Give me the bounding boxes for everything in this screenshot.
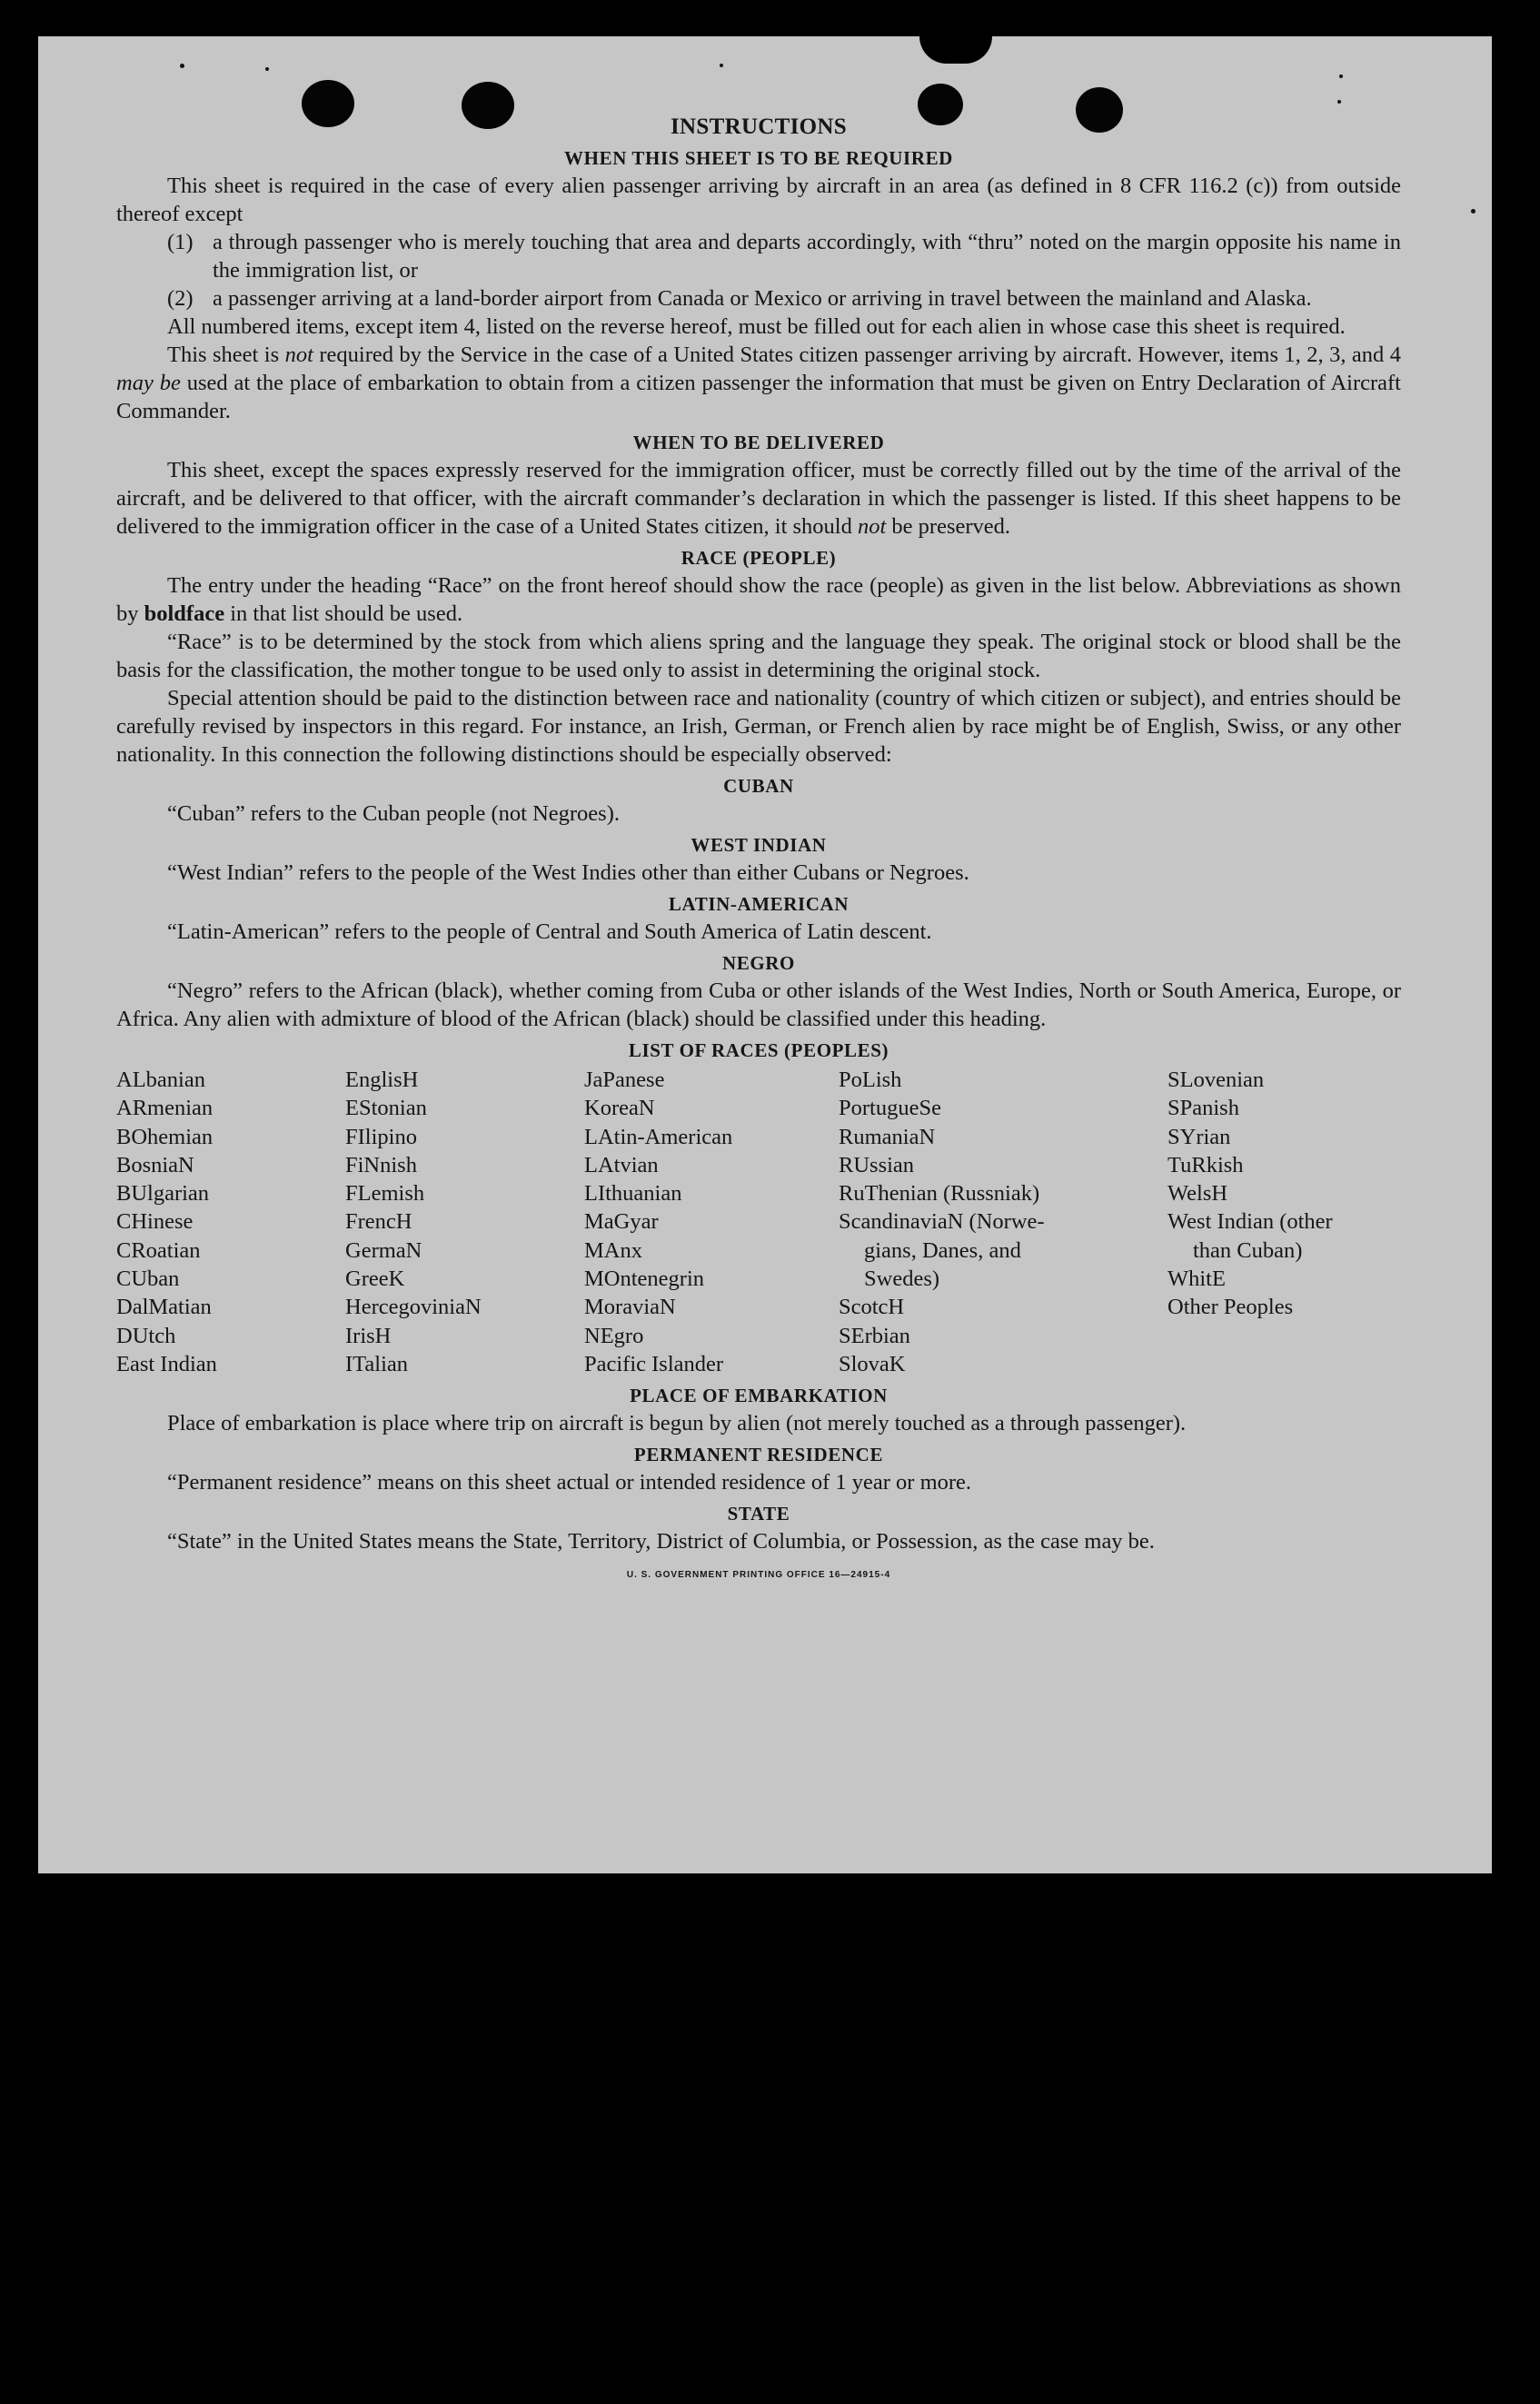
race-list: [116, 1066, 1401, 1378]
document-sheet: [38, 36, 1492, 1873]
embarkation-text: Place of embarkation is place where trip on aircraft is begun by alien (not merely touched as a through passenger).: [167, 1411, 1187, 1436]
race-column-4: [839, 1066, 1167, 1378]
race-entry: West Indian (other: [1167, 1209, 1333, 1235]
race-entry: WhitE: [1167, 1267, 1226, 1292]
instructions-content: [116, 113, 1401, 1589]
race-entry-continued: than Cuban): [1193, 1237, 1303, 1263]
race-paragraph-1: [116, 571, 1401, 628]
race-entry: FrencH: [345, 1209, 412, 1235]
race-entry: ScotcH: [839, 1295, 905, 1320]
race-entry: LIthuanian: [584, 1181, 682, 1207]
race-entry: RuThenian (Russniak): [839, 1181, 1040, 1207]
race-entry: TuRkish: [1167, 1152, 1244, 1177]
race-entry: JaPanese: [584, 1068, 665, 1092]
printing-office-imprint: U. S. GOVERNMENT PRINTING OFFICE 16—24915-4: [626, 1570, 891, 1581]
text-run: used at the place of embarkation to obtain from a citizen passenger the information that must be given on Entry Declaration of Aircraft Commander.: [116, 371, 1401, 423]
race-entry: ITalian: [345, 1351, 409, 1376]
race-entry: Other Peoples: [1167, 1295, 1294, 1320]
race-entry: NEgro: [584, 1323, 644, 1348]
heading-permanent-residence: PERMANENT RESIDENCE: [633, 1444, 884, 1466]
race-entry: SPanish: [1167, 1096, 1239, 1121]
latin-american-text: “Latin-American” refers to the people of Central and South America of Latin descent.: [167, 919, 932, 944]
emphasis: not: [284, 343, 313, 367]
race-entry: BUlgarian: [116, 1181, 210, 1207]
race-entry: HercegoviniaN: [345, 1295, 482, 1320]
item-text: a through passenger who is merely touching that area and departs accordingly, with “thru” noted on the margin opposite his name in the immigration list, or: [213, 230, 1401, 283]
race-entry: PoLish: [839, 1068, 902, 1092]
race-entry: DUtch: [116, 1323, 176, 1348]
race-entry: DalMatian: [116, 1295, 212, 1320]
emphasis: may be: [116, 371, 181, 395]
speck: [1339, 75, 1343, 78]
heading-race: RACE (PEOPLE): [681, 547, 837, 569]
race-entry: SYrian: [1167, 1124, 1231, 1149]
citizen-paragraph: [116, 341, 1401, 425]
text-run: in that list should be used.: [224, 601, 463, 626]
race-paragraph-2: “Race” is to be determined by the stock from which aliens spring and the language they speak. The original stock or blood shall be the basis for the classification, the mother tongue to be used only to assist in determining the original stock.: [116, 630, 1401, 682]
race-entry: ScandinaviaN (Norwe-: [839, 1209, 1045, 1235]
item-text: a passenger arriving at a land-border airport from Canada or Mexico or arriving in travel between the mainland and Alaska.: [213, 286, 1312, 311]
heading-when-delivered: WHEN TO BE DELIVERED: [632, 432, 885, 453]
heading-when-required: WHEN THIS SHEET IS TO BE REQUIRED: [564, 147, 953, 169]
heading-list-of-races: LIST OF RACES (PEOPLES): [628, 1039, 889, 1061]
exception-item-1: [167, 228, 1401, 284]
speck: [265, 67, 269, 71]
race-entry: MoraviaN: [584, 1295, 676, 1320]
speck: [180, 64, 184, 68]
exception-item-2: [167, 284, 1401, 313]
speck: [1471, 209, 1475, 214]
race-entry: FLemish: [345, 1181, 425, 1207]
race-column-1: [116, 1066, 345, 1378]
page-title: INSTRUCTIONS: [671, 114, 847, 139]
race-column-3: [584, 1066, 839, 1378]
race-entry: Pacific Islander: [584, 1351, 724, 1376]
race-entry: BOhemian: [116, 1124, 214, 1149]
race-paragraph-3: Special attention should be paid to the distinction between race and nationality (country of which citizen or subject), and entries should be carefully revised by inspectors in this regard. For instance, an Irish, German, or French alien by race might be of English, Swiss, or any other nationality. In this connection the following distinctions should be especially observed:: [116, 686, 1401, 767]
race-entry: BosniaN: [116, 1152, 194, 1177]
text-run: This sheet is: [167, 343, 285, 367]
race-entry: FIlipino: [345, 1124, 417, 1149]
race-entry: MaGyar: [584, 1209, 659, 1235]
race-entry: PortugueSe: [839, 1096, 941, 1121]
heading-state: STATE: [727, 1503, 790, 1525]
heading-cuban: CUBAN: [723, 775, 794, 797]
required-intro: This sheet is required in the case of every alien passenger arriving by aircraft in an area (as defined in 8 CFR 116.2 (c)) from outside thereof except: [116, 174, 1401, 226]
item-number: (2): [167, 286, 194, 311]
race-entry: ALbanian: [116, 1068, 205, 1092]
delivery-paragraph: [116, 456, 1401, 541]
residence-text: “Permanent residence” means on this sheet actual or intended residence of 1 year or more.: [167, 1470, 972, 1495]
text-run: This sheet, except the spaces expressly reserved for the immigration officer, must be correctly filled out by the time of the arrival of the aircraft, and be delivered to that officer, with the aircraft commander’s declaration in which the passenger is listed. If this sheet happens to be delivered to the immigration officer in the case of a United States citizen, it should: [116, 458, 1401, 539]
heading-embarkation: PLACE OF EMBARKATION: [630, 1385, 888, 1407]
state-text: “State” in the United States means the State, Territory, District of Columbia, or Possession, as the case may be.: [167, 1529, 1155, 1555]
heading-latin-american: LATIN-AMERICAN: [668, 893, 849, 915]
race-entry: MOntenegrin: [584, 1267, 704, 1292]
heading-west-indian: WEST INDIAN: [691, 834, 827, 856]
race-entry: ARmenian: [116, 1096, 214, 1121]
punch-tab: [919, 36, 992, 64]
race-entry: CRoatian: [116, 1237, 201, 1263]
speck: [1337, 100, 1341, 104]
text-run: be preserved.: [886, 514, 1011, 539]
race-entry: WelsH: [1167, 1181, 1228, 1207]
bold-word: boldface: [144, 601, 225, 626]
race-column-5: [1167, 1066, 1401, 1378]
race-entry: SlovaK: [839, 1351, 906, 1376]
race-entry: EnglisH: [345, 1068, 419, 1092]
speck: [720, 64, 723, 67]
race-entry-continued: gians, Danes, and: [864, 1237, 1021, 1263]
numbered-items-paragraph: All numbered items, except item 4, listed on the reverse hereof, must be filled out for each alien in whose case this sheet is required.: [167, 314, 1346, 339]
text-run: The entry under the heading “Race” on the front hereof should show the race (people) as given in the list below. Abbreviations as shown by: [116, 573, 1401, 626]
race-entry: GermaN: [345, 1237, 422, 1263]
west-indian-text: “West Indian” refers to the people of the West Indies other than either Cubans or Negroes.: [167, 860, 969, 885]
race-entry: East Indian: [116, 1351, 217, 1376]
race-entry: EStonian: [345, 1096, 427, 1121]
race-entry: GreeK: [345, 1267, 405, 1292]
race-entry: MAnx: [584, 1237, 642, 1263]
text-run: required by the Service in the case of a United States citizen passenger arriving by aircraft. However, items 1, 2, 3, and 4: [313, 343, 1401, 367]
race-entry: IrisH: [345, 1323, 392, 1348]
race-entry-continued: Swedes): [864, 1267, 940, 1292]
race-column-2: [345, 1066, 584, 1378]
item-number: (1): [167, 230, 194, 254]
race-entry: RUssian: [839, 1152, 915, 1177]
race-entry: CUban: [116, 1267, 180, 1292]
heading-negro: NEGRO: [721, 952, 795, 974]
race-entry: KoreaN: [584, 1096, 655, 1121]
race-entry: SLovenian: [1167, 1068, 1265, 1092]
negro-text: “Negro” refers to the African (black), whether coming from Cuba or other islands of the West Indies, North or South America, Europe, or Africa. Any alien with admixture of blood of the African (black) should be classified under this heading.: [116, 978, 1401, 1031]
race-entry: LAtin-American: [584, 1124, 733, 1149]
race-entry: LAtvian: [584, 1152, 659, 1177]
emphasis: not: [857, 514, 887, 539]
race-entry: SErbian: [839, 1323, 910, 1348]
race-entry: CHinese: [116, 1209, 194, 1235]
race-entry: FiNnish: [345, 1152, 417, 1177]
cuban-text: “Cuban” refers to the Cuban people (not Negroes).: [167, 801, 620, 826]
race-entry: RumaniaN: [839, 1124, 936, 1149]
